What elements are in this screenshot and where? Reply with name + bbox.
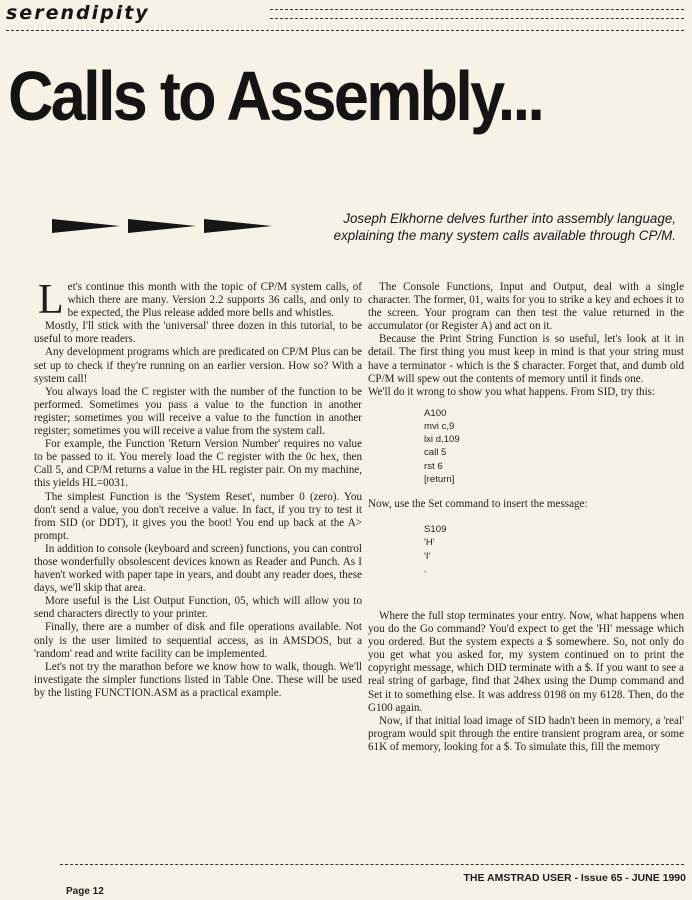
paragraph: The simplest Function is the 'System Reset', number 0 (zero). You don't send a value, you don't receive a value. In fact, if you try to test it from SID (or DDT), it gives you the boot! You end up back at the A> prompt. [34, 490, 362, 542]
code-line: rst 6 [424, 460, 443, 472]
paragraph: You always load the C register with the number of the function to be performed. Sometimes you pass a value to the function in another register; sometimes you will receive a value to the function in another register; sometimes you will receive a value from the system call. [34, 385, 362, 438]
code-line: [return] [424, 473, 455, 485]
paragraph: More useful is the List Output Function, 05, which will allow you to send characters directly to your printer. [34, 595, 362, 621]
code-line: A100 [424, 407, 447, 419]
standfirst-line-2: explaining the many system calls available through CP/M. [333, 228, 676, 243]
code-line: 'H' [424, 537, 435, 549]
top-rule-lower [270, 18, 684, 19]
paragraph: We'll do it wrong to show you what happens. From SID, try this: [368, 385, 656, 398]
top-rule-upper [270, 9, 684, 10]
paragraph [34, 277, 362, 323]
paragraph: For example, the Function 'Return Version Number' requires no value to be passed to it. You merely load the C register with the 0c hex, then Call 5, and CP/M returns a value in the HL register pair. On my machine, this yields HL=0031. [34, 438, 362, 490]
arrow-icon-3 [204, 219, 272, 233]
code-line: S109 [424, 524, 447, 536]
code-line: mvi c,9 [424, 421, 455, 433]
code-line: call 5 [424, 447, 447, 459]
standfirst-line-1: Joseph Elkhorne delves further into assembly language, [343, 211, 676, 226]
standfirst [296, 210, 676, 244]
code-listing-1 [368, 407, 684, 486]
section-kicker: serendipity [6, 2, 150, 24]
footer-rule [60, 864, 684, 865]
paragraph: Because the Print String Function is so useful, let's look at it in detail. The first thing you must keep in mind is that your string must have a terminator - which is the $ character. Forget that, and dumb old CP/M will spew out the contents of memory until it finds one. [368, 333, 684, 385]
left-column [34, 277, 362, 700]
kicker-underline [6, 30, 684, 31]
arrow-icon-1 [52, 219, 120, 233]
paragraph: Now, if that initial load image of SID hadn't been in memory, a 'real' program would spit through the entire transient program area, or some 61K of memory, looking for a $. To simulate this, fill the memory [368, 714, 684, 753]
arrow-icon-2 [128, 219, 196, 233]
paragraph: The Console Functions, Input and Output, deal with a single character. The former, 01, waits for you to strike a key and echoes it to the screen. Your program can then test the value returned in the accumulator (or Register A) and act on it. [368, 281, 684, 333]
code-line: . [424, 563, 427, 575]
paragraph: Any development programs which are predicated on CP/M Plus can be set up to check if they're running on an earlier version. How so? With a system call! [34, 346, 362, 385]
paragraph: Now, use the Set command to insert the message: [368, 498, 588, 511]
paragraph: Finally, there are a number of disk and file operations available. Not only is the user limited to sequential access, as in AMSDOS, but a 'random' read and write facility can be implemented. [34, 621, 362, 660]
right-column [368, 281, 684, 754]
paragraph-text: et's continue this month with the topic of CP/M system calls, of which there are many. Version 2.2 supports 36 calls, and only to be expected, the Plus release added more bells and whistles. [67, 281, 362, 320]
paragraph: Let's not try the marathon before we know how to walk, though. We'll investigate the simpler functions listed in Table One. These will be used by the listing FUNCTION.ASM as a practical example. [34, 660, 362, 699]
paragraph: Mostly, I'll stick with the 'universal' three dozen in this tutorial, to be useful to more readers. [34, 320, 362, 346]
code-line: lxi d,109 [424, 434, 460, 446]
article-headline: Calls to Assembly... [8, 57, 543, 135]
code-listing-2 [368, 523, 684, 576]
paragraph: In addition to console (keyboard and screen) functions, you can control those wonderfully obsolescent devices known as Reader and Punch. As I haven't worked with paper tape in years, and doubt any reader does, these days, we'll skip that area. [34, 542, 362, 595]
issue-line: THE AMSTRAD USER - Issue 65 - JUNE 1990 [463, 872, 686, 884]
paragraph: Where the full stop terminates your entry. Now, what happens when you do the Go command? You'd expect to get the 'HI' message which you ordered. But the system expects a $ somewhere. So, not only do you get what you asked for, my system continued on to print the copyright message, which DID terminate with a $. If you want to see a real string of garbage, find that 24hex using the Dump command and Set it to something else. It was address 0198 on my 6128. Then, do the G100 again. [368, 609, 684, 714]
drop-cap: L [38, 277, 64, 323]
code-line: 'I' [424, 550, 431, 562]
page-number: Page 12 [66, 886, 104, 897]
